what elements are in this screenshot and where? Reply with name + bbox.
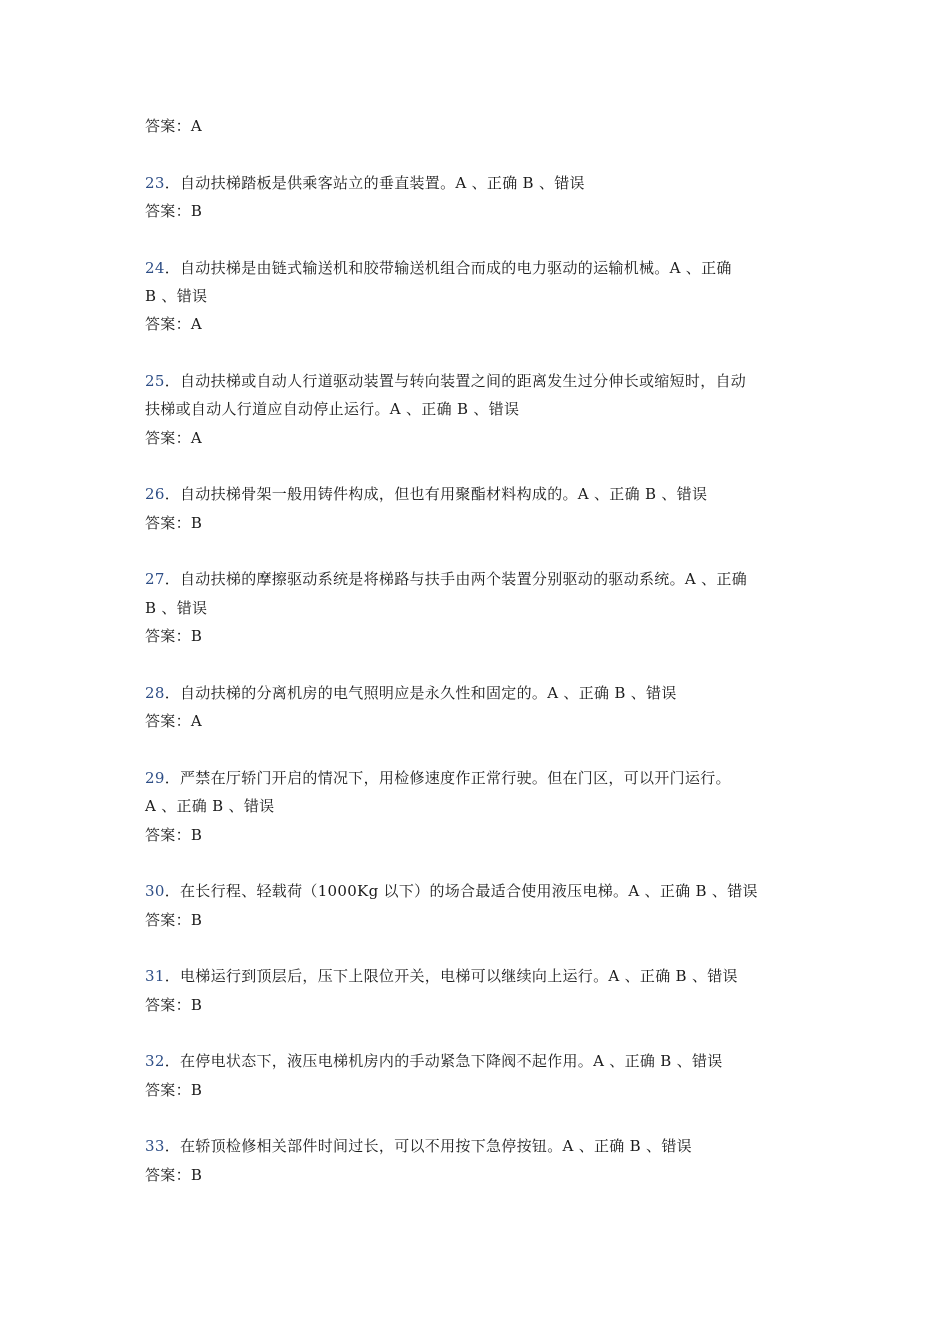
question-text: ．严禁在厅轿门开启的情况下，用检修速度作正常行驶。但在门区，可以开门运行。 (164, 769, 731, 787)
answer-value: B (190, 627, 203, 645)
question-number: 24 (145, 259, 165, 277)
answer-value: B (190, 1081, 203, 1099)
answer-line (145, 711, 202, 731)
answer-value: B (190, 202, 203, 220)
answer-value: A (190, 712, 203, 730)
question-text: ．自动扶梯骨架一般用铸件构成，但也有用聚酯材料构成的。A 、正确 B 、错误 (164, 485, 708, 503)
answer-line (145, 314, 202, 334)
answer-label: 答案： (145, 1081, 191, 1099)
question-33 (145, 1136, 815, 1156)
question-25 (145, 371, 815, 391)
question-text: ．在停电状态下，液压电梯机房内的手动紧急下降阀不起作用。A 、正确 B 、错误 (164, 1052, 723, 1070)
question-28 (145, 683, 815, 703)
question-number: 31 (145, 967, 165, 985)
answer-line (145, 428, 202, 448)
answer-label: 答案： (145, 315, 191, 333)
answer-label: 答案： (145, 117, 191, 135)
answer-value: A (190, 117, 203, 135)
answer-label: 答案： (145, 627, 191, 645)
answer-label: 答案： (145, 911, 191, 929)
question-number: 28 (145, 684, 165, 702)
question-number: 32 (145, 1052, 165, 1070)
answer-line (145, 513, 202, 533)
question-30 (145, 881, 815, 901)
question-number: 29 (145, 769, 165, 787)
question-number: 23 (145, 174, 165, 192)
answer-label: 答案： (145, 712, 191, 730)
question-number: 25 (145, 372, 165, 390)
answer-line (145, 201, 202, 221)
question-text-continued: 扶梯或自动人行道应自动停止运行。A 、正确 B 、错误 (145, 400, 520, 418)
question-text: ．在轿顶检修相关部件时间过长，可以不用按下急停按钮。A 、正确 B 、错误 (164, 1137, 692, 1155)
question-text: ．自动扶梯的摩擦驱动系统是将梯路与扶手由两个装置分别驱动的驱动系统。A 、正确 (164, 570, 747, 588)
question-32 (145, 1051, 815, 1071)
answer-label: 答案： (145, 996, 191, 1014)
question-23 (145, 173, 815, 193)
answer-value: B (190, 514, 203, 532)
question-text: ．自动扶梯的分离机房的电气照明应是永久性和固定的。A 、正确 B 、错误 (164, 684, 677, 702)
question-text: ．在长行程、轻载荷（1000Kg 以下）的场合最适合使用液压电梯。A 、正确 B 、错误 (164, 882, 758, 900)
question-26 (145, 484, 815, 504)
answer-line (145, 910, 202, 930)
question-text: ．自动扶梯是由链式输送机和胶带输送机组合而成的电力驱动的运输机械。A 、正确 (164, 259, 732, 277)
answer-line (145, 825, 202, 845)
answer-value: B (190, 911, 203, 929)
answer-value: B (190, 996, 203, 1014)
answer-label: 答案： (145, 1166, 191, 1184)
answer-label: 答案： (145, 826, 191, 844)
answer-line (145, 995, 202, 1015)
question-text: ．自动扶梯踏板是供乘客站立的垂直装置。A 、正确 B 、错误 (164, 174, 585, 192)
answer-line (145, 626, 202, 646)
answer-value: A (190, 315, 203, 333)
answer-line (145, 116, 202, 136)
question-number: 33 (145, 1137, 165, 1155)
question-31 (145, 966, 815, 986)
question-text-continued: A 、正确 B 、错误 (145, 797, 275, 815)
question-number: 27 (145, 570, 165, 588)
question-27 (145, 569, 815, 589)
answer-label: 答案： (145, 514, 191, 532)
question-number: 30 (145, 882, 165, 900)
answer-label: 答案： (145, 202, 191, 220)
question-text-continued: B 、错误 (145, 599, 208, 617)
question-text: ．电梯运行到顶层后，压下上限位开关，电梯可以继续向上运行。A 、正确 B 、错误 (164, 967, 738, 985)
question-29 (145, 768, 815, 788)
answer-label: 答案： (145, 429, 191, 447)
question-number: 26 (145, 485, 165, 503)
question-text-continued: B 、错误 (145, 287, 208, 305)
question-text: ．自动扶梯或自动人行道驱动装置与转向装置之间的距离发生过分伸长或缩短时，自动 (164, 372, 747, 390)
answer-value: B (190, 1166, 203, 1184)
answer-line (145, 1165, 202, 1185)
answer-value: B (190, 826, 203, 844)
answer-value: A (190, 429, 203, 447)
question-24 (145, 258, 815, 278)
answer-line (145, 1080, 202, 1100)
